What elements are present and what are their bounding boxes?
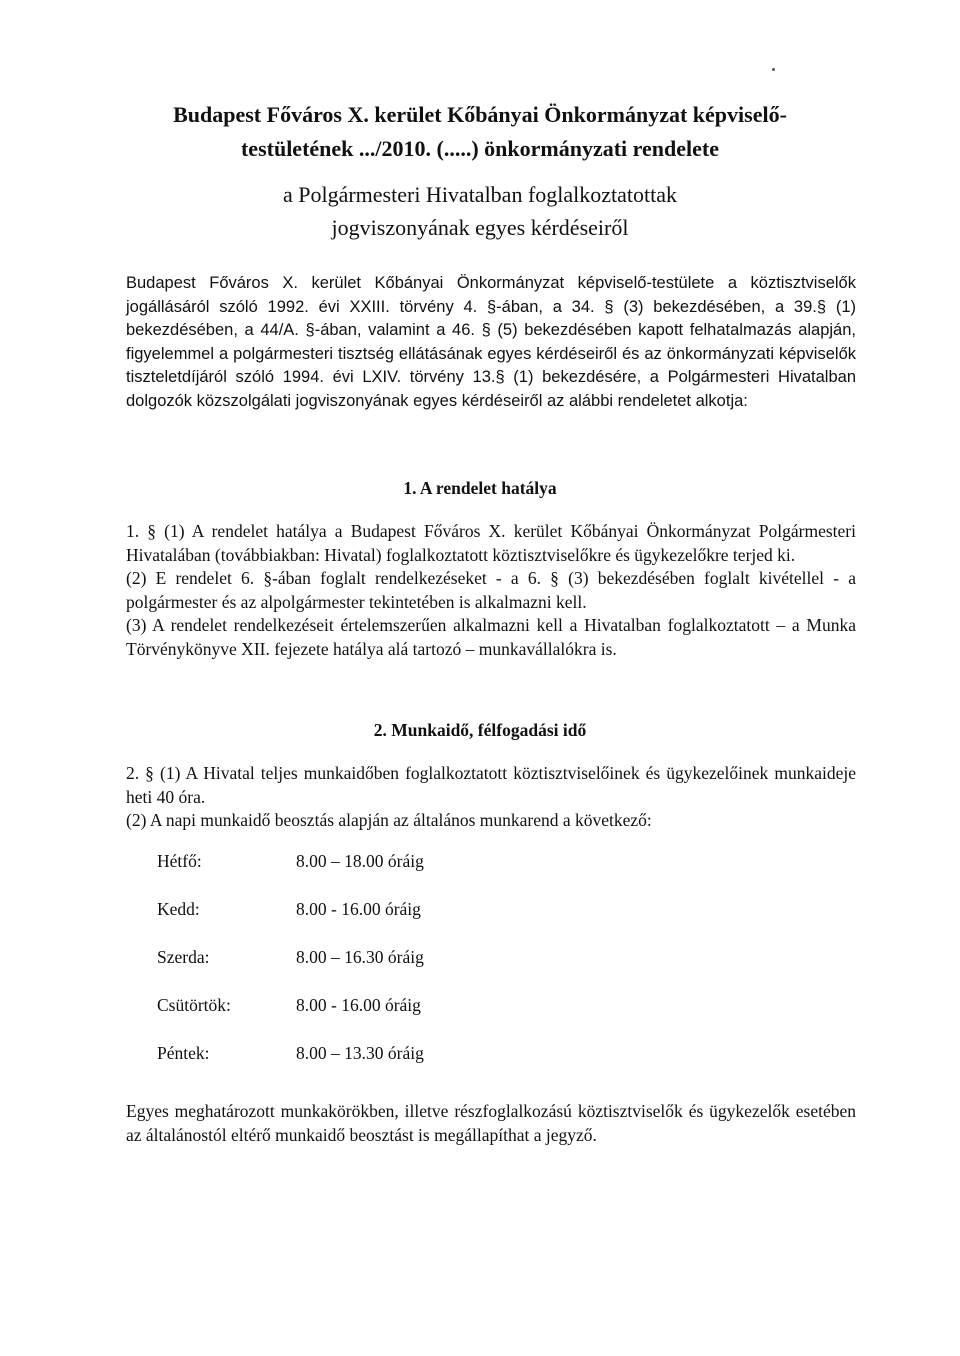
section-2-body — [126, 762, 856, 833]
schedule-day: Szerda: — [157, 947, 210, 967]
closing-paragraph — [126, 1100, 856, 1147]
schedule-row — [157, 851, 424, 899]
section-1-heading: 1. A rendelet hatálya — [403, 478, 557, 498]
section-1-paragraph-2: (2) E rendelet 6. §-ában foglalt rendelkezéseket - a 6. § (3) bekezdésében foglalt kivétellel - a polgármester és az alpolgármester tekintetében is alkalmazni kell. — [126, 568, 856, 612]
title-line-2: testületének .../2010. (.....) önkormányzati rendelete — [240, 136, 720, 161]
schedule-hours: 8.00 – 18.00 óráig — [296, 851, 424, 871]
closing-text: Egyes meghatározott munkakörökben, illetve részfoglalkozású köztisztviselők és ügykezelők esetében az általánostól eltérő munkaidő beosztást is megállapíthat a jegyző. — [126, 1101, 856, 1145]
schedule-row — [157, 995, 424, 1043]
document-subtitle — [120, 178, 840, 244]
schedule-hours: 8.00 – 13.30 óráig — [296, 1043, 424, 1063]
schedule-day: Hétfő: — [157, 851, 202, 871]
schedule-hours: 8.00 - 16.00 óráig — [296, 899, 421, 919]
subtitle-line-2: jogviszonyának egyes kérdéseiről — [331, 215, 629, 240]
schedule-row — [157, 947, 424, 995]
section-2-heading: 2. Munkaidő, félfogadási idő — [373, 720, 587, 740]
title-line-1: Budapest Főváros X. kerület Kőbányai Önkormányzat képviselő- — [173, 102, 787, 127]
schedule-day: Csütörtök: — [157, 995, 231, 1015]
preamble-text: Budapest Főváros X. kerület Kőbányai Önkormányzat képviselő-testülete a köztisztviselők jogállásáról szóló 1992. évi XXIII. törvény 4. §-ában, a 34. § (3) bekezdésében, a 39.§ (1) bekezdésében, a 44/A. §-ában, valamint a 46. § (5) bekezdésében kapott felhatalmazás alapján, figyelemmel a polgármesteri tisztség ellátásának egyes kérdéseiről és az önkormányzati képviselők tiszteletdíjáról szóló 1994. évi LXIV. törvény 13.§ (1) bekezdésére, a Polgármesteri Hivatalban dolgozók közszolgálati jogviszonyának egyes kérdéseiről az alábbi rendeletet alkotja: — [126, 274, 856, 410]
schedule-row — [157, 1043, 424, 1091]
subtitle-line-1: a Polgármesteri Hivatalban foglalkoztatottak — [282, 182, 678, 207]
preamble-paragraph — [126, 272, 856, 413]
document-title — [120, 98, 840, 166]
section-1-body — [126, 520, 856, 661]
section-2-paragraph-2: (2) A napi munkaidő beosztás alapján az általános munkarend a következő: — [126, 810, 652, 830]
section-2-paragraph-1: 2. § (1) A Hivatal teljes munkaidőben foglalkoztatott köztisztviselőinek és ügykezelőinek munkaideje heti 40 óra. — [126, 763, 856, 807]
schedule-hours: 8.00 – 16.30 óráig — [296, 947, 424, 967]
scan-speck — [772, 68, 775, 71]
schedule-hours: 8.00 - 16.00 óráig — [296, 995, 421, 1015]
schedule-day: Kedd: — [157, 899, 200, 919]
work-schedule — [157, 851, 424, 1091]
schedule-day: Péntek: — [157, 1043, 210, 1063]
schedule-row — [157, 899, 424, 947]
section-1-paragraph-1: 1. § (1) A rendelet hatálya a Budapest Főváros X. kerület Kőbányai Önkormányzat Polgármesteri Hivatalában (továbbiakban: Hivatal) foglalkoztatott köztisztviselőkre és ügykezelőkre terjed ki. — [126, 521, 856, 565]
section-1-paragraph-3: (3) A rendelet rendelkezéseit értelemszerűen alkalmazni kell a Hivatalban foglalkoztatott – a Munka Törvénykönyve XII. fejezete hatálya alá tartozó – munkavállalókra is. — [126, 615, 856, 659]
